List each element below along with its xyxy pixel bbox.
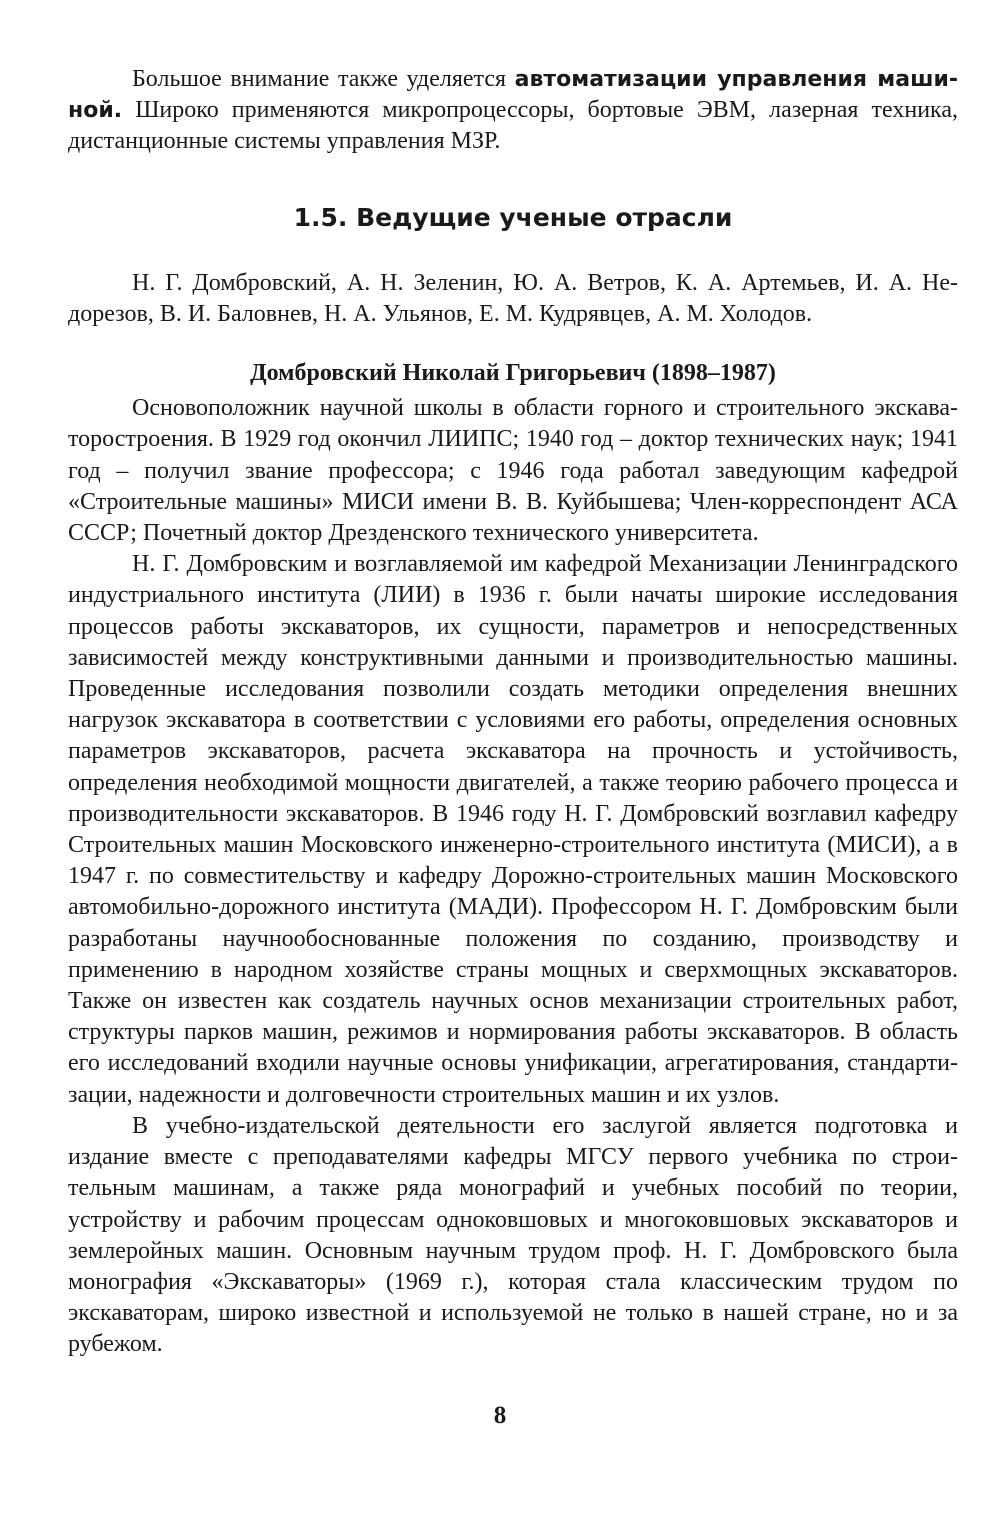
intro-text-end: Широко применяются микропроцессоры, бортовые ЭВМ, лазерная техника, дистанционные системы управления МЗР. <box>68 97 958 155</box>
biography-paragraph-3: В учебно-издательской деятельности его заслугой является подготовка и издание вместе с преподавателями кафедры МГСУ первого учебника по строительным машинам, а также ряда монографий и учебных пособий по теории, устройству и рабочим процессам одноковшовых и многоковшовых экскаваторов и землеройных машин. Основным научным трудом проф. Н. Г. Домбровского была монография «Экскаваторы» (1969 г.), которая стала классическим трудом по экскаваторам, широко известной и используемой не только в нашей стране, но и за рубежом. <box>68 1112 958 1358</box>
biography-paragraph-2: Н. Г. Домбровским и возглавляемой им кафедрой Механизации Ленинградского индустриального института (ЛИИ) в 1936 г. были начаты широкие исследования процессов работы экскаваторов, их сущности, параметров и непосредственных зависимостей между конструктивными данными и производительностью машины. Проведенные исследования позволили создать методики определения внешних нагрузок экскаватора в соответствии с условиями его работы, определения основных параметров экскаваторов, расчета экскаватора на прочность и устойчивость, определения необходимой мощности двигателей, а также теорию рабочего процесса и производительности экскаваторов. В 1946 году Н. Г. Домбровский возглавил кафедру Строительных машин Московского инженерно-строительного института (МИСИ), а в 1947 г. по совместительству и кафедру Дорожно-строительных машин Московского автомобильно-дорожного института (МАДИ). Профессором Н. Г. Домбровским были разработаны научнообоснованные положения по созданию, производству и применению в народном хозяйстве страны мощных и сверхмощных экскаваторов. Также он известен как создатель научных основ механизации строительных работ, структуры парков машин, режимов и нормирования работы экскаваторов. В область его исследований входили научные основы унификации, агрегатирования, стандартизации, надежности и долговечности строительных машин и их узлов. <box>68 551 958 1108</box>
page-content <box>68 64 958 1361</box>
section-title: 1.5. Ведущие ученые отрасли <box>293 202 733 232</box>
intro-paragraph <box>68 64 958 158</box>
page-number: 8 <box>493 1402 507 1429</box>
intro-bold-phrase: автоматизации управления машиной. <box>68 67 958 124</box>
biography-heading: Домбровский Николай Григорьевич (1898–1987) <box>250 360 776 387</box>
intro-text-start: Большое внимание также уделяется <box>132 66 515 92</box>
scientists-list: Н. Г. Домбровский, А. Н. Зеленин, Ю. А. Ветров, К. А. Артемьев, И. А. Недорезов, В. И. Баловнев, Н. А. Ульянов, Е. М. Кудрявцев, А. М. Холодов. <box>68 269 958 327</box>
biography-paragraph-1: Основоположник научной школы в области горного и строительного экскаваторостроения. В 1929 год окончил ЛИИПС; 1940 год – доктор технических наук; 1941 год – получил звание профессора; с 1946 года работал заведующим кафедрой «Строительные машины» МИСИ имени В. В. Куйбышева; Член-корреспондент АСА СССР; Почетный доктор Дрезденского технического университета. <box>68 395 958 547</box>
